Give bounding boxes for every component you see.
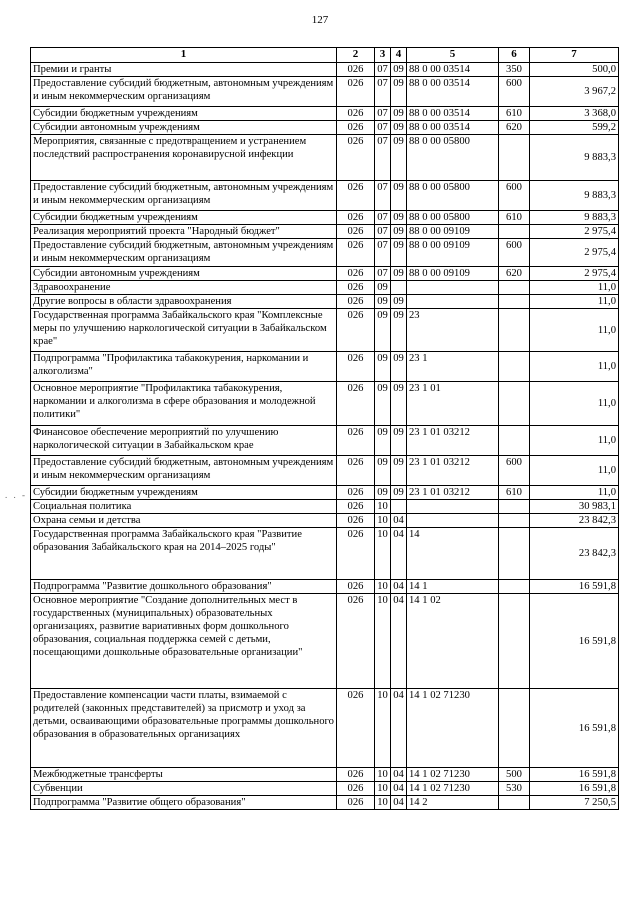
row-amount: 11,0 [530, 486, 619, 500]
row-expense-type: 350 [499, 63, 530, 77]
row-subsection [391, 500, 407, 514]
table-row [31, 211, 619, 225]
row-subsection: 04 [391, 514, 407, 528]
row-expense-type [499, 309, 530, 352]
row-target-article: 23 1 01 [407, 382, 499, 426]
row-name: Межбюджетные трансферты [31, 768, 337, 782]
table-row [31, 295, 619, 309]
margin-mark: . . - [5, 490, 27, 500]
table-row [31, 107, 619, 121]
row-section: 09 [375, 456, 391, 486]
table-row [31, 796, 619, 810]
row-section: 07 [375, 63, 391, 77]
row-expense-type [499, 426, 530, 456]
row-target-article: 88 0 00 03514 [407, 107, 499, 121]
row-name: Подпрограмма "Профилактика табакокурения, наркомании и алкоголизма" [31, 352, 337, 382]
row-section: 09 [375, 382, 391, 426]
table-row [31, 500, 619, 514]
table-row [31, 281, 619, 295]
row-admin-code: 026 [337, 782, 375, 796]
row-expense-type: 600 [499, 456, 530, 486]
table-row [31, 528, 619, 580]
row-amount: 500,0 [530, 63, 619, 77]
row-subsection: 09 [391, 352, 407, 382]
row-target-article: 88 0 00 09109 [407, 239, 499, 267]
row-amount: 11,0 [530, 295, 619, 309]
row-section: 07 [375, 121, 391, 135]
row-name: Субсидии бюджетным учреждениям [31, 107, 337, 121]
row-name: Субвенции [31, 782, 337, 796]
row-admin-code: 026 [337, 63, 375, 77]
row-target-article: 88 0 00 03514 [407, 63, 499, 77]
row-section: 09 [375, 426, 391, 456]
row-expense-type: 530 [499, 782, 530, 796]
row-name: Финансовое обеспечение мероприятий по улучшению наркологической ситуации в Забайкальском крае [31, 426, 337, 456]
row-subsection: 09 [391, 382, 407, 426]
row-section: 07 [375, 211, 391, 225]
row-amount: 9 883,3 [530, 211, 619, 225]
table-row [31, 121, 619, 135]
row-amount: 7 250,5 [530, 796, 619, 810]
row-target-article [407, 295, 499, 309]
row-section: 07 [375, 239, 391, 267]
row-amount: 11,0 [530, 281, 619, 295]
row-section: 09 [375, 295, 391, 309]
row-section: 10 [375, 500, 391, 514]
row-target-article: 88 0 00 09109 [407, 267, 499, 281]
row-subsection: 09 [391, 77, 407, 107]
row-admin-code: 026 [337, 352, 375, 382]
row-admin-code: 026 [337, 309, 375, 352]
row-target-article: 88 0 00 03514 [407, 121, 499, 135]
row-section: 10 [375, 689, 391, 768]
row-amount: 11,0 [530, 352, 619, 382]
table-row [31, 594, 619, 689]
row-name: Предоставление субсидий бюджетным, автономным учреждениям и иным некоммерческим организациям [31, 456, 337, 486]
row-name: Государственная программа Забайкальского края "Развитие образования Забайкальского края на 2014–2025 годы" [31, 528, 337, 580]
row-amount: 16 591,8 [530, 580, 619, 594]
row-section: 07 [375, 107, 391, 121]
row-admin-code: 026 [337, 796, 375, 810]
row-name: Другие вопросы в области здравоохранения [31, 295, 337, 309]
row-amount: 11,0 [530, 426, 619, 456]
row-amount: 16 591,8 [530, 768, 619, 782]
row-section: 10 [375, 514, 391, 528]
row-target-article: 14 1 02 [407, 594, 499, 689]
row-section: 10 [375, 782, 391, 796]
row-subsection: 09 [391, 486, 407, 500]
row-admin-code: 026 [337, 594, 375, 689]
row-admin-code: 026 [337, 528, 375, 580]
row-target-article [407, 500, 499, 514]
row-target-article: 23 1 01 03212 [407, 456, 499, 486]
row-subsection: 09 [391, 267, 407, 281]
row-expense-type: 610 [499, 486, 530, 500]
header-col-5: 5 [407, 48, 499, 63]
row-admin-code: 026 [337, 135, 375, 181]
row-section: 07 [375, 181, 391, 211]
row-name: Государственная программа Забайкальского края "Комплексные меры по улучшению наркологической ситуации в Забайкальском крае" [31, 309, 337, 352]
row-subsection [391, 281, 407, 295]
row-name: Предоставление субсидий бюджетным, автономным учреждениям и иным некоммерческим организациям [31, 77, 337, 107]
budget-table [30, 47, 619, 810]
row-amount: 16 591,8 [530, 782, 619, 796]
row-target-article: 14 1 02 71230 [407, 782, 499, 796]
table-row [31, 239, 619, 267]
row-target-article: 14 1 [407, 580, 499, 594]
row-name: Подпрограмма "Развитие дошкольного образования" [31, 580, 337, 594]
row-subsection: 09 [391, 63, 407, 77]
row-admin-code: 026 [337, 689, 375, 768]
row-target-article: 88 0 00 05800 [407, 181, 499, 211]
row-subsection: 09 [391, 121, 407, 135]
row-target-article: 14 1 02 71230 [407, 689, 499, 768]
row-section: 10 [375, 768, 391, 782]
row-amount: 2 975,4 [530, 267, 619, 281]
row-amount: 16 591,8 [530, 689, 619, 768]
row-expense-type [499, 135, 530, 181]
row-admin-code: 026 [337, 382, 375, 426]
row-target-article: 88 0 00 09109 [407, 225, 499, 239]
row-subsection: 09 [391, 239, 407, 267]
row-admin-code: 026 [337, 456, 375, 486]
row-target-article [407, 281, 499, 295]
row-name: Субсидии автономным учреждениям [31, 267, 337, 281]
row-expense-type [499, 796, 530, 810]
row-section: 09 [375, 486, 391, 500]
table-row [31, 486, 619, 500]
row-section: 09 [375, 281, 391, 295]
row-expense-type [499, 514, 530, 528]
row-expense-type: 600 [499, 181, 530, 211]
row-admin-code: 026 [337, 121, 375, 135]
table-row [31, 135, 619, 181]
header-col-4: 4 [391, 48, 407, 63]
row-subsection: 09 [391, 309, 407, 352]
table-row [31, 309, 619, 352]
row-expense-type [499, 689, 530, 768]
row-admin-code: 026 [337, 500, 375, 514]
table-row [31, 77, 619, 107]
row-expense-type: 600 [499, 239, 530, 267]
row-name: Социальная политика [31, 500, 337, 514]
row-admin-code: 026 [337, 426, 375, 456]
row-subsection: 04 [391, 594, 407, 689]
table-row [31, 768, 619, 782]
table-row [31, 426, 619, 456]
row-target-article: 23 1 01 03212 [407, 426, 499, 456]
row-name: Мероприятия, связанные с предотвращением и устранением последствий распространения коронавирусной инфекции [31, 135, 337, 181]
row-admin-code: 026 [337, 211, 375, 225]
row-amount: 23 842,3 [530, 528, 619, 580]
row-expense-type [499, 580, 530, 594]
row-subsection: 09 [391, 181, 407, 211]
row-expense-type: 610 [499, 211, 530, 225]
row-target-article: 14 1 02 71230 [407, 768, 499, 782]
row-name: Основное мероприятие "Создание дополнительных мест в государственных (муниципальных) образовательных организациях, развитие вариативных форм дошкольного образования, социальная поддержка семей с детьми, посещающими дошкольные образовательные организации" [31, 594, 337, 689]
row-section: 09 [375, 352, 391, 382]
table-row [31, 382, 619, 426]
page-number: 127 [311, 14, 329, 26]
row-amount: 23 842,3 [530, 514, 619, 528]
table-row [31, 352, 619, 382]
row-name: Предоставление субсидий бюджетным, автономным учреждениям и иным некоммерческим организациям [31, 239, 337, 267]
row-subsection: 09 [391, 107, 407, 121]
table-row [31, 514, 619, 528]
row-section: 10 [375, 528, 391, 580]
table-row [31, 689, 619, 768]
row-subsection: 04 [391, 580, 407, 594]
row-expense-type: 620 [499, 267, 530, 281]
header-col-6: 6 [499, 48, 530, 63]
row-name: Субсидии бюджетным учреждениям [31, 211, 337, 225]
row-subsection: 09 [391, 426, 407, 456]
row-amount: 2 975,4 [530, 225, 619, 239]
row-section: 07 [375, 267, 391, 281]
row-expense-type [499, 281, 530, 295]
row-target-article: 23 1 01 03212 [407, 486, 499, 500]
row-admin-code: 026 [337, 181, 375, 211]
row-admin-code: 026 [337, 514, 375, 528]
row-amount: 11,0 [530, 309, 619, 352]
row-section: 10 [375, 796, 391, 810]
row-admin-code: 026 [337, 486, 375, 500]
row-section: 07 [375, 135, 391, 181]
row-admin-code: 026 [337, 281, 375, 295]
row-target-article: 14 2 [407, 796, 499, 810]
row-admin-code: 026 [337, 107, 375, 121]
table-row [31, 181, 619, 211]
row-admin-code: 026 [337, 580, 375, 594]
row-target-article: 88 0 00 03514 [407, 77, 499, 107]
row-subsection: 04 [391, 689, 407, 768]
row-expense-type [499, 295, 530, 309]
row-subsection: 09 [391, 211, 407, 225]
row-expense-type: 620 [499, 121, 530, 135]
row-expense-type [499, 352, 530, 382]
row-subsection: 04 [391, 768, 407, 782]
row-target-article: 23 [407, 309, 499, 352]
row-subsection: 09 [391, 135, 407, 181]
table-header-row [31, 48, 619, 63]
row-target-article: 23 1 [407, 352, 499, 382]
row-target-article: 88 0 00 05800 [407, 211, 499, 225]
table-row [31, 63, 619, 77]
row-section: 10 [375, 580, 391, 594]
row-name: Здравоохранение [31, 281, 337, 295]
row-target-article: 88 0 00 05800 [407, 135, 499, 181]
row-amount: 11,0 [530, 456, 619, 486]
row-subsection: 09 [391, 456, 407, 486]
row-expense-type [499, 500, 530, 514]
row-name: Подпрограмма "Развитие общего образования" [31, 796, 337, 810]
table-row [31, 456, 619, 486]
row-admin-code: 026 [337, 768, 375, 782]
table-row [31, 782, 619, 796]
row-admin-code: 026 [337, 239, 375, 267]
row-name: Субсидии бюджетным учреждениям [31, 486, 337, 500]
row-expense-type [499, 528, 530, 580]
row-target-article [407, 514, 499, 528]
row-expense-type: 600 [499, 77, 530, 107]
row-section: 10 [375, 594, 391, 689]
row-section: 07 [375, 225, 391, 239]
header-col-1: 1 [31, 48, 337, 63]
header-col-3: 3 [375, 48, 391, 63]
row-amount: 599,2 [530, 121, 619, 135]
row-admin-code: 026 [337, 267, 375, 281]
row-amount: 11,0 [530, 382, 619, 426]
row-expense-type [499, 594, 530, 689]
row-name: Предоставление компенсации части платы, взимаемой с родителей (законных представителей) за присмотр и уход за детьми, осваивающими образовательные программы дошкольного образования в образовательных организациях [31, 689, 337, 768]
row-section: 07 [375, 77, 391, 107]
table-row [31, 267, 619, 281]
row-subsection: 09 [391, 295, 407, 309]
table-row [31, 580, 619, 594]
row-section: 09 [375, 309, 391, 352]
row-admin-code: 026 [337, 295, 375, 309]
row-expense-type: 500 [499, 768, 530, 782]
row-target-article: 14 [407, 528, 499, 580]
table-row [31, 225, 619, 239]
row-subsection: 04 [391, 782, 407, 796]
row-amount: 30 983,1 [530, 500, 619, 514]
row-amount: 3 967,2 [530, 77, 619, 107]
row-amount: 2 975,4 [530, 239, 619, 267]
row-expense-type: 610 [499, 107, 530, 121]
row-amount: 3 368,0 [530, 107, 619, 121]
row-name: Премии и гранты [31, 63, 337, 77]
row-subsection: 04 [391, 528, 407, 580]
row-name: Основное мероприятие "Профилактика табакокурения, наркомании и алкоголизма в сфере образования и молодежной политики" [31, 382, 337, 426]
header-col-7: 7 [530, 48, 619, 63]
row-amount: 9 883,3 [530, 135, 619, 181]
row-subsection: 09 [391, 225, 407, 239]
row-name: Предоставление субсидий бюджетным, автономным учреждениям и иным некоммерческим организациям [31, 181, 337, 211]
header-col-2: 2 [337, 48, 375, 63]
row-admin-code: 026 [337, 77, 375, 107]
row-expense-type [499, 382, 530, 426]
row-name: Субсидии автономным учреждениям [31, 121, 337, 135]
row-admin-code: 026 [337, 225, 375, 239]
row-expense-type [499, 225, 530, 239]
row-subsection: 04 [391, 796, 407, 810]
row-name: Реализация мероприятий проекта "Народный бюджет" [31, 225, 337, 239]
row-amount: 9 883,3 [530, 181, 619, 211]
row-amount: 16 591,8 [530, 594, 619, 689]
row-name: Охрана семьи и детства [31, 514, 337, 528]
